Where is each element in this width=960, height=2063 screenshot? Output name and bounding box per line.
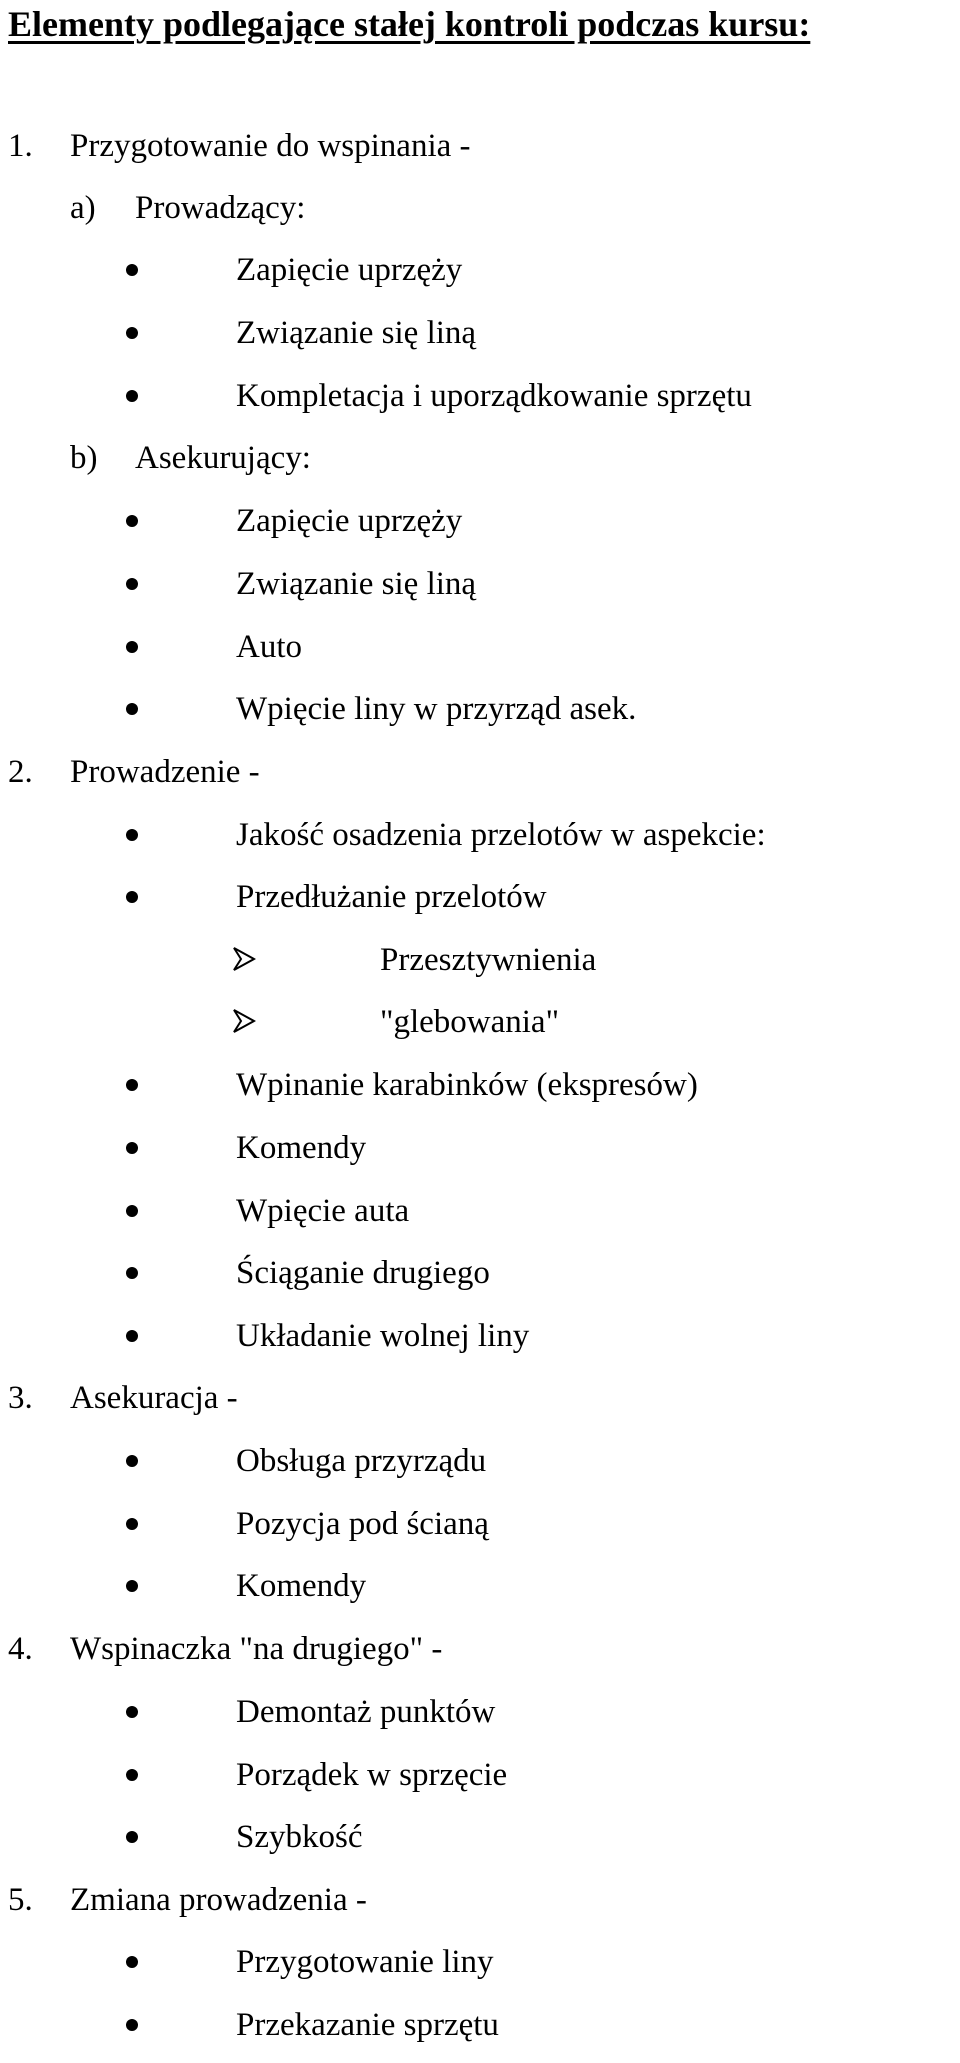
list-item xyxy=(0,313,960,353)
list-item xyxy=(0,815,960,855)
list-item xyxy=(0,1253,960,1293)
list-item-text: Przekazanie sprzętu xyxy=(236,2007,499,2043)
list-item-text: Komendy xyxy=(236,1130,367,1166)
bullet-icon xyxy=(126,1455,138,1467)
section-number: 5. xyxy=(8,1882,33,1918)
list-item xyxy=(0,1191,960,1231)
bullet-icon xyxy=(126,1831,138,1843)
section-label: Prowadzenie - xyxy=(70,754,260,790)
bullet-icon xyxy=(126,1205,138,1217)
arrowhead-bullet-icon xyxy=(232,1008,256,1034)
list-item xyxy=(0,877,960,917)
list-item-text: Związanie się liną xyxy=(236,566,477,602)
list-item-text: Szybkość xyxy=(236,1819,363,1855)
bullet-icon xyxy=(126,1518,138,1530)
sub-list-item xyxy=(0,1002,960,1042)
list-item xyxy=(0,1441,960,1481)
bullet-icon xyxy=(126,1079,138,1091)
list-item-text: Obsługa przyrządu xyxy=(236,1443,487,1479)
subsection-heading xyxy=(0,188,960,228)
list-item xyxy=(0,1692,960,1732)
section-heading xyxy=(0,1880,960,1920)
section-label: Przygotowanie do wspinania - xyxy=(70,128,471,164)
section-heading xyxy=(0,752,960,792)
subsection-heading xyxy=(0,438,960,478)
list-item-text: Związanie się liną xyxy=(236,315,477,351)
list-item xyxy=(0,1817,960,1857)
bullet-icon xyxy=(126,578,138,590)
list-item xyxy=(0,1316,960,1356)
sub-list-item-text: "glebowania" xyxy=(380,1004,560,1040)
bullet-icon xyxy=(126,1706,138,1718)
list-item-text: Wpięcie liny w przyrząd asek. xyxy=(236,691,637,727)
bullet-icon xyxy=(126,1769,138,1781)
list-item xyxy=(0,501,960,541)
subsection-label: Asekurujący: xyxy=(135,440,311,476)
list-item xyxy=(0,1566,960,1606)
section-heading xyxy=(0,126,960,166)
section-heading xyxy=(0,1378,960,1418)
list-item-text: Komendy xyxy=(236,1568,367,1604)
bullet-icon xyxy=(126,1267,138,1279)
section-number: 2. xyxy=(8,754,33,790)
section-number: 1. xyxy=(8,128,33,164)
subsection-letter: a) xyxy=(70,190,96,226)
page-title: Elementy podlegające stałej kontroli podczas kursu: xyxy=(8,4,811,44)
list-item-text: Porządek w sprzęcie xyxy=(236,1757,508,1793)
sub-list-item xyxy=(0,940,960,980)
arrowhead-bullet-icon xyxy=(232,946,256,972)
bullet-icon xyxy=(126,1580,138,1592)
section-label: Asekuracja - xyxy=(70,1380,238,1416)
list-item-text: Zapięcie uprzęży xyxy=(236,252,463,288)
section-label: Wspinaczka "na drugiego" - xyxy=(70,1631,443,1667)
section-heading xyxy=(0,1629,960,1669)
bullet-icon xyxy=(126,1142,138,1154)
list-item xyxy=(0,2005,960,2045)
list-item-text: Pozycja pod ścianą xyxy=(236,1506,489,1542)
list-item xyxy=(0,1504,960,1544)
bullet-icon xyxy=(126,829,138,841)
list-item xyxy=(0,1128,960,1168)
list-item xyxy=(0,689,960,729)
list-item-text: Zapięcie uprzęży xyxy=(236,503,463,539)
list-item xyxy=(0,250,960,290)
list-item xyxy=(0,1755,960,1795)
list-item-text: Demontaż punktów xyxy=(236,1694,496,1730)
sub-list-item-text: Przesztywnienia xyxy=(380,942,597,978)
list-item xyxy=(0,1065,960,1105)
bullet-icon xyxy=(126,1330,138,1342)
list-item-text: Wpięcie auta xyxy=(236,1193,410,1229)
list-item xyxy=(0,627,960,667)
section-label: Zmiana prowadzenia - xyxy=(70,1882,367,1918)
bullet-icon xyxy=(126,891,138,903)
bullet-icon xyxy=(126,264,138,276)
bullet-icon xyxy=(126,515,138,527)
bullet-icon xyxy=(126,2019,138,2031)
subsection-label: Prowadzący: xyxy=(135,190,306,226)
bullet-icon xyxy=(126,327,138,339)
list-item xyxy=(0,376,960,416)
list-item-text: Przedłużanie przelotów xyxy=(236,879,547,915)
list-item-text: Układanie wolnej liny xyxy=(236,1318,530,1354)
list-item-text: Przygotowanie liny xyxy=(236,1944,494,1980)
bullet-icon xyxy=(126,1956,138,1968)
list-item-text: Jakość osadzenia przelotów w aspekcie: xyxy=(236,817,766,853)
bullet-icon xyxy=(126,703,138,715)
bullet-icon xyxy=(126,641,138,653)
list-item xyxy=(0,1942,960,1982)
section-number: 4. xyxy=(8,1631,33,1667)
section-number: 3. xyxy=(8,1380,33,1416)
list-item-text: Ściąganie drugiego xyxy=(236,1255,490,1291)
list-item-text: Wpinanie karabinków (ekspresów) xyxy=(236,1067,698,1103)
list-item-text: Auto xyxy=(236,629,302,665)
bullet-icon xyxy=(126,390,138,402)
list-item xyxy=(0,564,960,604)
subsection-letter: b) xyxy=(70,440,98,476)
list-item-text: Kompletacja i uporządkowanie sprzętu xyxy=(236,378,752,414)
